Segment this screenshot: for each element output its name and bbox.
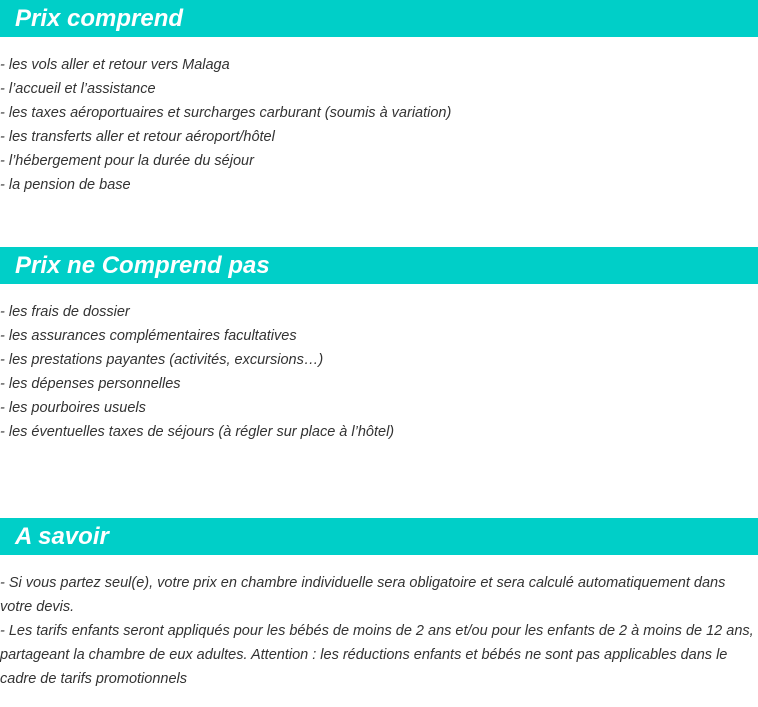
included-title: Prix comprend [0,0,758,37]
good-to-know-text [0,571,758,691]
list-item: - les frais de dossier [0,304,130,320]
list-item: - les éventuelles taxes de séjours (à régler sur place à l’hôtel) [0,424,395,440]
list-item: - les transferts aller et retour aéroport/hôtel [0,129,275,145]
list-item: - les prestations payantes (activités, excursions…) [0,352,324,368]
included-list [0,53,758,197]
not-included-title: Prix ne Comprend pas [0,247,758,284]
list-item: - les dépenses personnelles [0,376,181,392]
list-item: - l’hébergement pour la durée du séjour [0,153,254,169]
list-item: - la pension de base [0,177,131,193]
good-to-know-title: A savoir [0,518,758,555]
list-item: - les pourboires usuels [0,400,146,416]
list-item: - les taxes aéroportuaires et surcharges carburant (soumis à variation) [0,105,452,121]
not-included-section [0,247,758,444]
list-item: - les assurances complémentaires facultatives [0,328,297,344]
list-item: - l’accueil et l’assistance [0,81,156,97]
not-included-list [0,300,758,444]
good-to-know-section [0,518,758,691]
good-to-know-paragraph: - Si vous partez seul(e), votre prix en chambre individuelle sera obligatoire et sera calculé automatiquement dans votre devis. [0,575,726,615]
list-item: - les vols aller et retour vers Malaga [0,57,230,73]
good-to-know-paragraph: - Les tarifs enfants seront appliqués pour les bébés de moins de 2 ans et/ou pour les enfants de 2 à moins de 12 ans, partageant la chambre de eux adultes. Attention : les réductions enfants et bébés ne sont pas applicables dans le cadre de tarifs promotionnels [0,623,754,687]
included-section [0,0,758,197]
